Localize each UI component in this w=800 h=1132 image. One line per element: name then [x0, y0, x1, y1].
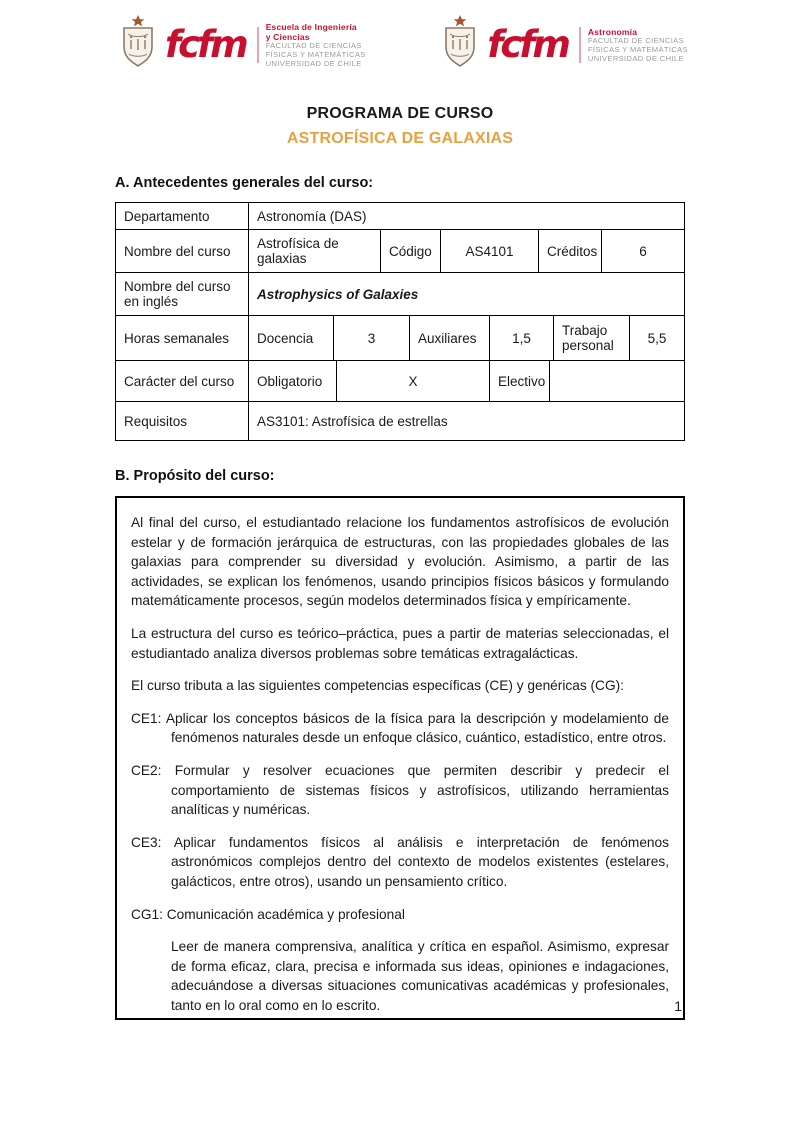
table-row-nombre-curso: [116, 229, 684, 272]
logo-university-line: UNIVERSIDAD DE CHILE: [265, 58, 362, 68]
table-row-horas-semanales: [116, 315, 684, 360]
competencia-code: CE2:: [131, 762, 162, 778]
cell-auxiliares-value: 1,5: [489, 316, 553, 360]
logo-right-text: [588, 25, 688, 64]
section-b-heading: B. Propósito del curso:: [115, 468, 275, 484]
cell-electivo-mark: [549, 361, 684, 401]
cell-codigo-value: AS4101: [440, 230, 538, 272]
logo-faculty-line: FACULTAD DE CIENCIAS: [265, 41, 362, 51]
logo-right: [440, 14, 688, 75]
cell-auxiliares-label: Auxiliares: [409, 316, 489, 360]
content: [115, 175, 685, 1020]
logo-university-line: UNIVERSIDAD DE CHILE: [587, 53, 684, 63]
competencia-text: Comunicación académica y profesional: [166, 906, 405, 922]
fcfm-wordmark: fcfm: [487, 23, 568, 66]
cell-departamento-value: Astronomía (DAS): [248, 203, 684, 229]
logo-divider: [579, 27, 581, 63]
cell-creditos-label: Créditos: [538, 230, 601, 272]
course-info-table: [115, 202, 685, 441]
logo-unit-line: Escuela de Ingeniería: [265, 22, 357, 33]
competencia-text: Aplicar los conceptos básicos de la física para la descripción y modelamiento de fenómenos naturales desde un enfoque clásico, cuántico, estadístico, entre otros.: [165, 710, 669, 746]
cell-nombre-label: Nombre del curso: [124, 243, 231, 259]
cell-nombre-value: Astrofísica de galaxias: [248, 230, 380, 272]
competencia-item-ce2: [131, 761, 669, 820]
cell-ingles-value: Astrophysics of Galaxies: [248, 273, 684, 315]
cell-obligatorio-label: Obligatorio: [248, 361, 336, 401]
title-block: [0, 105, 800, 148]
cell-docencia-label: Docencia: [248, 316, 333, 360]
purpose-box: [115, 496, 685, 1020]
cell-codigo-label: Código: [380, 230, 440, 272]
purpose-paragraph: La estructura del curso es teórico–práctica, pues a partir de materias seleccionadas, el estudiantado analiza diversos problemas sobre temáticas extragalácticas.: [131, 625, 669, 661]
competencia-text: Aplicar fundamentos físicos al análisis e interpretación de fenómenos astronómicos complejos dentro del contexto de modelos existentes (estelares, galácticos, entre otros), usando un pensamiento crítico.: [171, 834, 669, 889]
purpose-paragraph: Al final del curso, el estudiantado relacione los fundamentos astrofísicos de evolución estelar y de formación jerárquica de estructuras, con las propiedades globales de las galaxias para comprender su diversidad y evolución. Asimismo, a partir de las actividades, se explican los fenómenos, usando principios físicos básicos y formulando matemáticamente procesos, según modelos determinados física y empíricamente.: [131, 515, 669, 609]
table-row-caracter: [116, 360, 684, 401]
logo-divider: [257, 27, 259, 63]
logo-unit-line: Astronomía: [587, 27, 638, 38]
purpose-paragraph: El curso tributa a las siguientes competencias específicas (CE) y genéricas (CG):: [131, 678, 624, 694]
cell-trabajo-label: Trabajo personal: [553, 316, 629, 360]
cell-creditos-value: 6: [601, 230, 684, 272]
competencia-code: CE1:: [131, 710, 162, 726]
cell-requisitos-label: Requisitos: [124, 413, 188, 429]
table-row-requisitos: [116, 401, 684, 440]
university-crest-icon: [440, 14, 480, 75]
cell-horas-label: Horas semanales: [124, 330, 230, 346]
university-crest-icon: [118, 14, 158, 75]
cell-ingles-label: Nombre del curso en inglés: [124, 279, 231, 309]
document-title: PROGRAMA DE CURSO: [306, 105, 494, 122]
cell-electivo-label: Electivo: [489, 361, 549, 401]
competencia-item-ce1: [131, 709, 669, 748]
logo-faculty-line: FACULTAD DE CIENCIAS: [587, 36, 684, 46]
competencia-code: CE3:: [131, 834, 162, 850]
course-title: ASTROFÍSICA DE GALAXIAS: [286, 130, 514, 147]
table-row-nombre-ingles: [116, 272, 684, 315]
page-number: 1: [674, 998, 682, 1014]
competencia-item-cg1: [131, 905, 669, 925]
cell-trabajo-value: 5,5: [629, 316, 684, 360]
logo-unit-line: y Ciencias: [265, 32, 310, 43]
table-row-departamento: [116, 203, 684, 229]
logo-left: [118, 14, 366, 75]
section-a-heading: A. Antecedentes generales del curso:: [115, 175, 374, 191]
logo-faculty-line: FÍSICAS Y MATEMÁTICAS: [265, 50, 366, 60]
cg1-detail-paragraph: Leer de manera comprensiva, analítica y crítica en español. Asimismo, expresar de forma eficaz, clara, precisa e informada sus ideas, opiniones e indagaciones, adecuándose a diversas situaciones comunicativas académicas y profesionales, tanto en lo oral como en lo escrito.: [171, 939, 669, 1013]
cell-obligatorio-mark: X: [336, 361, 489, 401]
cell-departamento-label: Departamento: [124, 208, 210, 224]
competencia-item-ce3: [131, 833, 669, 892]
logo-faculty-line: FÍSICAS Y MATEMÁTICAS: [587, 45, 688, 55]
competencia-code: CG1:: [131, 906, 163, 922]
header: [0, 0, 800, 75]
cell-docencia-value: 3: [333, 316, 409, 360]
competencia-text: Formular y resolver ecuaciones que permiten describir y predecir el comportamiento de sistemas físicos y astrofísicos, utilizando herramientas analíticas y numéricas.: [171, 762, 669, 818]
fcfm-wordmark: fcfm: [165, 23, 246, 66]
cell-caracter-label: Carácter del curso: [124, 373, 235, 389]
cell-requisitos-value: AS3101: Astrofísica de estrellas: [248, 402, 684, 440]
logo-left-text: [266, 20, 366, 69]
